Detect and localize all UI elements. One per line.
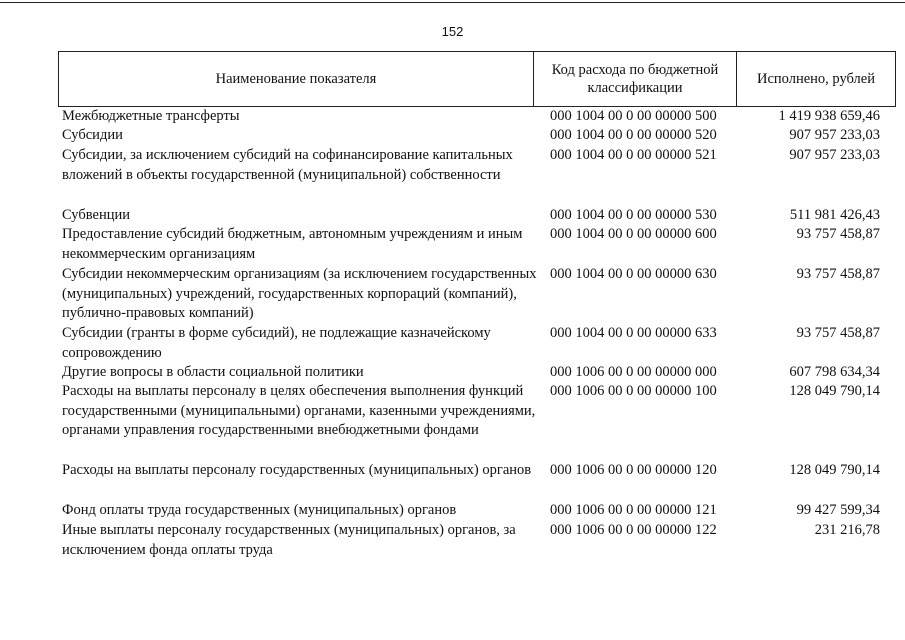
row-code: 000 1004 00 0 00 00000 633: [550, 325, 717, 341]
row-value: 1 419 938 659,46: [778, 108, 880, 124]
row-value: 128 049 790,14: [789, 383, 880, 399]
row-value: 231 216,78: [814, 522, 880, 538]
header-code: [534, 52, 737, 106]
header-name: Наименование показателя: [59, 52, 534, 106]
row-name: Расходы на выплаты персоналу в целях обеспечения выполнения функций государственными (муниципальными) органами, казенными учреждениями, органами управления государственными внебюджетными фондами: [62, 383, 536, 438]
table-row: [62, 461, 892, 501]
row-code: 000 1006 00 0 00 00000 100: [550, 383, 717, 399]
table-row: [62, 107, 892, 126]
row-code: 000 1004 00 0 00 00000 630: [550, 266, 717, 282]
row-code: 000 1006 00 0 00 00000 120: [550, 462, 717, 478]
row-name: Субсидии некоммерческим организациям (за исключением государственных (муниципальных) учреждений, государственных корпораций (компаний), публично-правовых компаний): [62, 266, 537, 321]
table-row: [62, 206, 892, 225]
table-row: [62, 265, 892, 324]
row-name: Иные выплаты персоналу государственных (муниципальных) органов, за исключением фонда оплаты труда: [62, 522, 516, 558]
row-name: Субсидии: [62, 127, 123, 143]
row-value: 93 757 458,87: [796, 226, 880, 242]
row-name: Другие вопросы в области социальной политики: [62, 364, 364, 380]
table-row: [62, 126, 892, 146]
row-code: 000 1006 00 0 00 00000 000: [550, 364, 717, 380]
row-code: 000 1006 00 0 00 00000 122: [550, 522, 717, 538]
table-row: [62, 146, 892, 206]
row-name: Межбюджетные трансферты: [62, 108, 240, 124]
row-value: 607 798 634,34: [789, 364, 880, 380]
row-name: Расходы на выплаты персоналу государственных (муниципальных) органов: [62, 462, 532, 478]
row-value: 511 981 426,43: [789, 207, 880, 223]
row-value: 907 957 233,03: [789, 127, 880, 143]
table-row: [62, 501, 892, 521]
row-value: 99 427 599,34: [796, 502, 880, 518]
table-header: [58, 51, 896, 107]
row-value: 907 957 233,03: [789, 147, 880, 163]
table-row: [62, 225, 892, 265]
row-value: 128 049 790,14: [789, 462, 880, 478]
table-body: [62, 107, 892, 561]
page-number: 152: [441, 24, 464, 39]
row-code: 000 1004 00 0 00 00000 521: [550, 147, 717, 163]
table-row: [62, 324, 892, 363]
top-rule: [0, 2, 905, 3]
row-name: Фонд оплаты труда государственных (муниципальных) органов: [62, 502, 457, 518]
header-code-text: Код расхода по бюджетной классификации: [551, 62, 719, 96]
row-name: Субсидии, за исключением субсидий на софинансирование капитальных вложений в объекты государственной (муниципальной) собственности: [62, 147, 513, 183]
row-code: 000 1004 00 0 00 00000 520: [550, 127, 717, 143]
row-code: 000 1004 00 0 00 00000 530: [550, 207, 717, 223]
row-value: 93 757 458,87: [796, 266, 880, 282]
row-name: Субвенции: [62, 207, 130, 223]
row-code: 000 1006 00 0 00 00000 121: [550, 502, 717, 518]
row-value: 93 757 458,87: [796, 325, 880, 341]
table-row: [62, 363, 892, 382]
row-name: Предоставление субсидий бюджетным, автономным учреждениям и иным некоммерческим организациям: [62, 226, 523, 262]
row-code: 000 1004 00 0 00 00000 600: [550, 226, 717, 242]
table-row: [62, 521, 892, 561]
row-code: 000 1004 00 0 00 00000 500: [550, 108, 717, 124]
row-name: Субсидии (гранты в форме субсидий), не подлежащие казначейскому сопровождению: [62, 325, 491, 361]
header-value: Исполнено, рублей: [757, 71, 875, 87]
table-row: [62, 382, 892, 461]
